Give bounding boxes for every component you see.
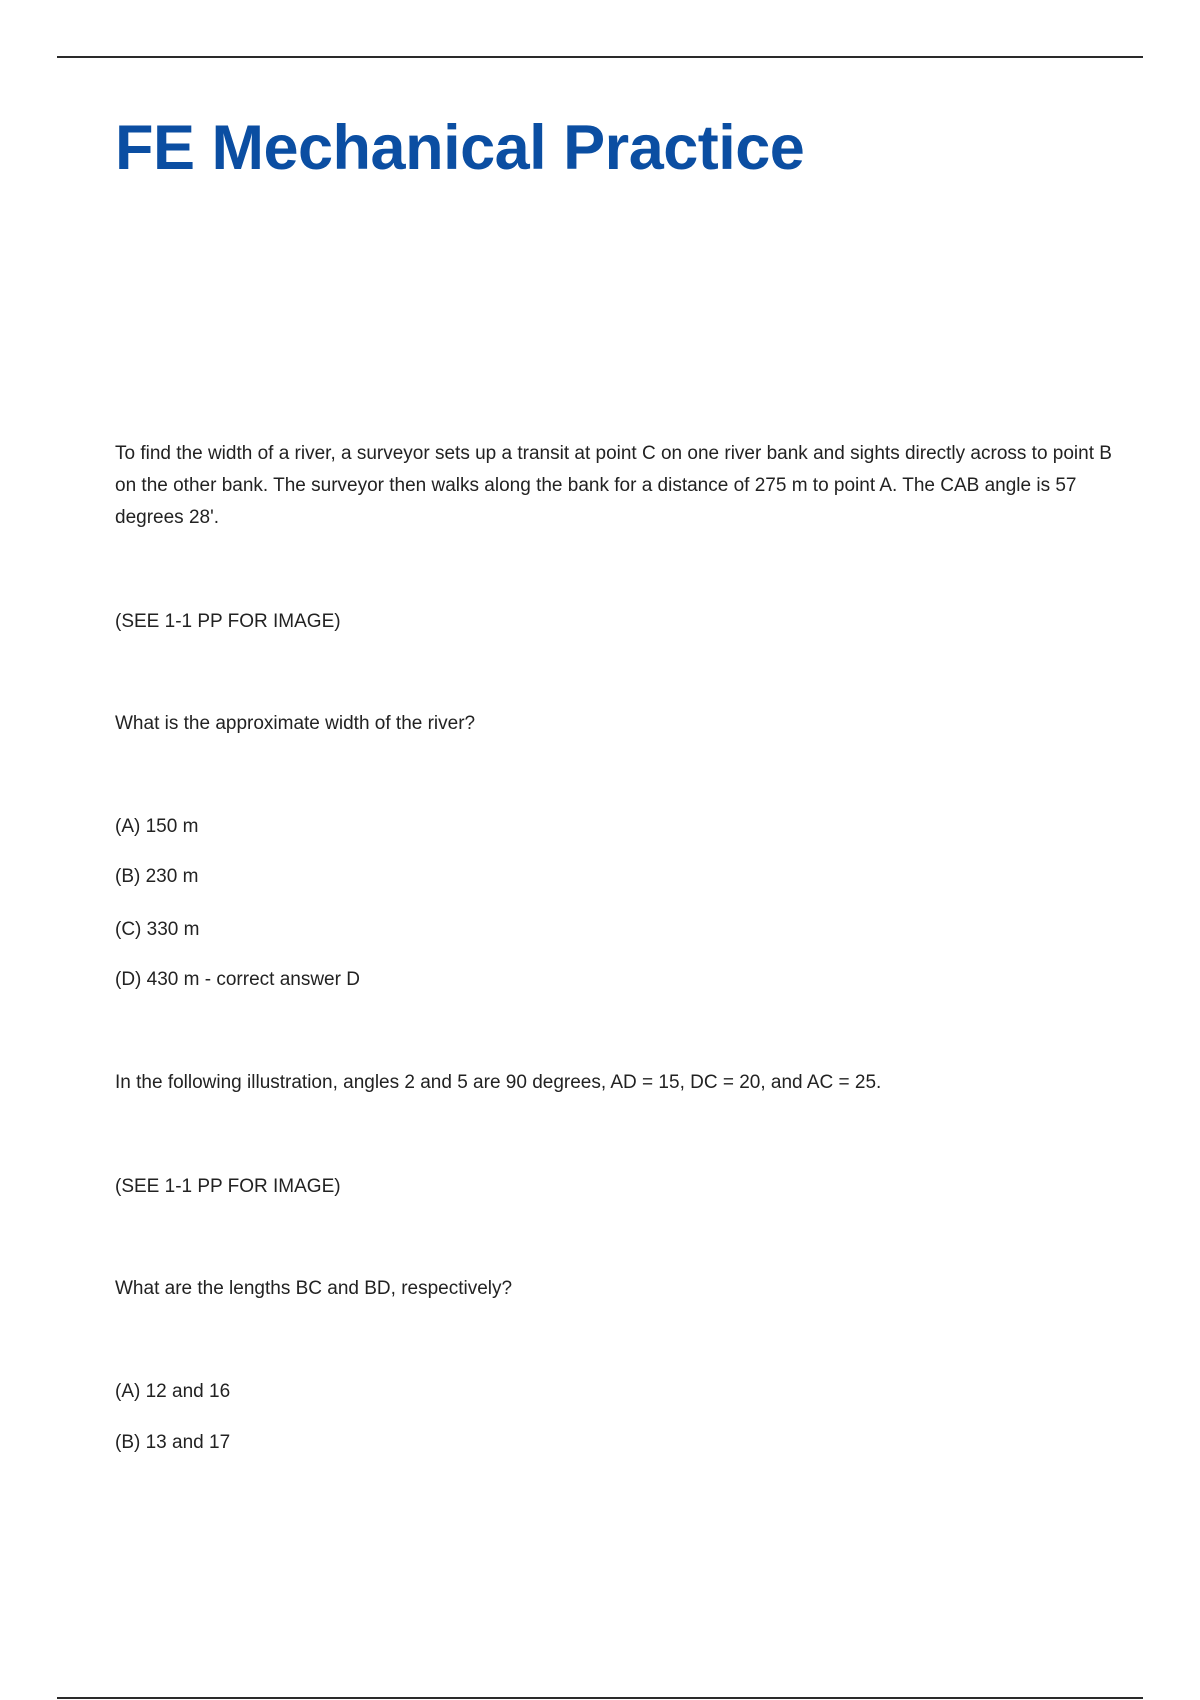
- question-1-stem: To find the width of a river, a surveyor sets up a transit at point C on one river bank and sights directly across to point B on the other bank. The surveyor then walks along the bank for a distance of 275 m to point A. The CAB angle is 57 degrees 28'.: [115, 443, 1112, 528]
- question-1-option-c: (C) 330 m: [115, 919, 200, 940]
- bottom-rule: [57, 1697, 1143, 1699]
- question-1-option-a: (A) 150 m: [115, 816, 199, 837]
- top-rule: [57, 56, 1143, 58]
- question-1-option-b: (B) 230 m: [115, 866, 199, 887]
- question-2-image-note: (SEE 1-1 PP FOR IMAGE): [115, 1176, 341, 1197]
- question-1-prompt: What is the approximate width of the river?: [115, 713, 476, 734]
- question-1-image-note: (SEE 1-1 PP FOR IMAGE): [115, 611, 341, 632]
- document-title: FE Mechanical Practice: [115, 113, 805, 183]
- question-1-option-d: (D) 430 m - correct answer D: [115, 969, 360, 990]
- question-2-option-b: (B) 13 and 17: [115, 1432, 231, 1453]
- question-2-stem: In the following illustration, angles 2 and 5 are 90 degrees, AD = 15, DC = 20, and AC = 25.: [115, 1072, 882, 1093]
- question-2-prompt: What are the lengths BC and BD, respectively?: [115, 1278, 513, 1299]
- question-2-option-a: (A) 12 and 16: [115, 1381, 231, 1402]
